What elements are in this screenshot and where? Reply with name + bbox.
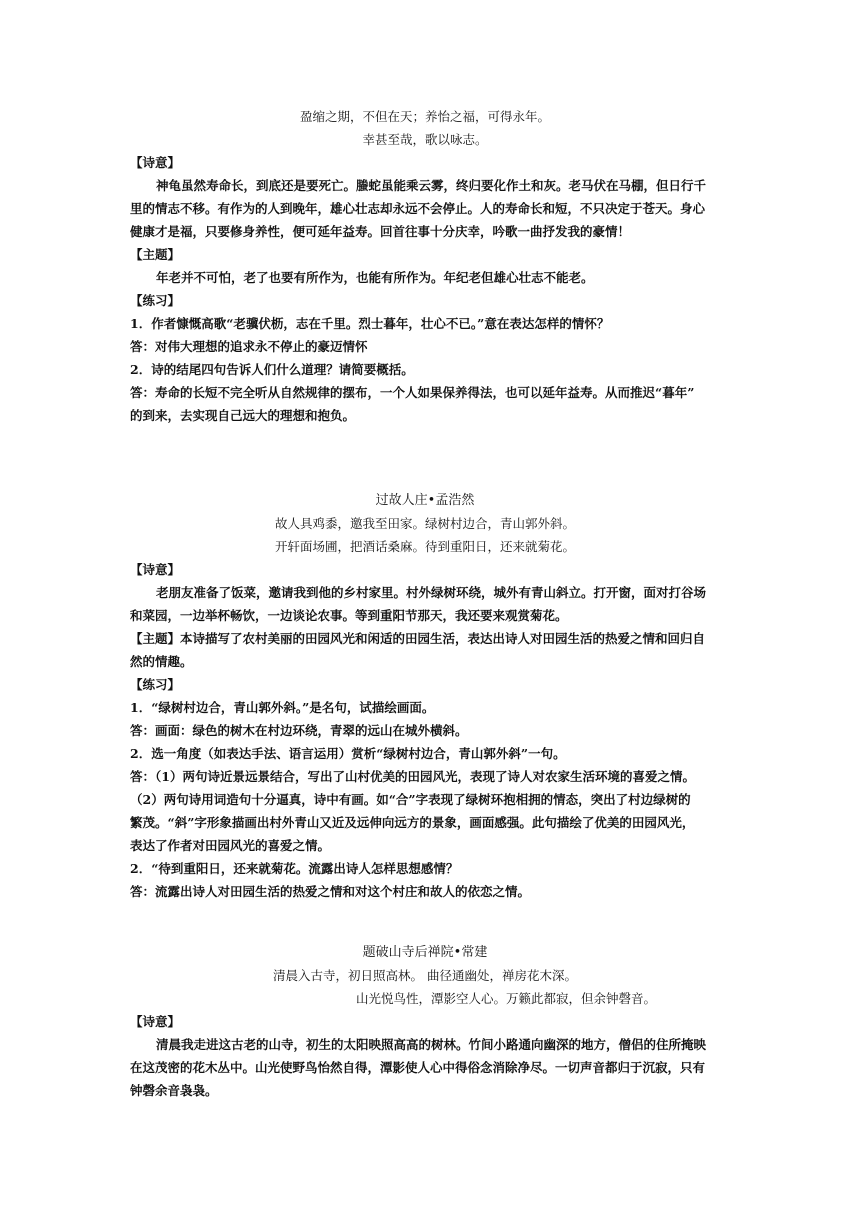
answer: 答：流露出诗人对田园生活的热爱之情和对这个村庄和故人的依恋之情。 (130, 884, 531, 899)
meaning-text: 里的情志不移。有作为的人到晚年，雄心壮志却永远不会停止。人的寿命长和短，不只决定于苍天。身心 (130, 201, 706, 216)
question: 2．选一角度（如表达手法、语言运用）赏析“绿树村边合，青山郭外斜”一句。 (130, 746, 566, 761)
practice-header: 【练习】 (130, 293, 181, 308)
meaning-text: 钟磬余音袅袅。 (130, 1083, 218, 1098)
theme-text: 【主题】本诗描写了农村美丽的田园风光和闲适的田园生活，表达出诗人对田园生活的热爱之情和回归自 (130, 631, 706, 646)
answer: 答：寿命的长短不完全听从自然规律的摆布，一个人如果保养得法，也可以延年益寿。从而推迟“暮年” (130, 385, 695, 400)
theme-text: 然的情趣。 (130, 654, 193, 669)
poem-line: 盈缩之期，不但在天；养怡之福，可得永年。 (299, 109, 550, 124)
answer: 答：（1）两句诗近景远景结合，写出了山村优美的田园风光，表现了诗人对农家生活环境的喜爱之情。 (130, 769, 695, 784)
meaning-header: 【诗意】 (130, 1014, 181, 1029)
answer: 繁茂。“斜”字形象描画出村外青山又近及远伸向远方的景象，画面感强。此句描绘了优美的田园风光， (130, 815, 695, 830)
meaning-text: 在这茂密的花木丛中。山光使野鸟怡然自得，潭影使人心中得俗念消除净尽。一切声音都归于沉寂，只有 (130, 1060, 706, 1075)
theme-text: 年老并不可怕，老了也要有所作为，也能有所作为。年纪老但雄心壮志不能老。 (156, 270, 594, 285)
question: 2．诗的结尾四句告诉人们什么道理？请简要概括。 (130, 362, 414, 377)
poem-line: 清晨入古寺，初日照高林。 曲径通幽处，禅房花木深。 (273, 968, 577, 983)
meaning-text: 清晨我走进这古老的山寺，初生的太阳映照高高的树林。竹间小路通向幽深的地方，僧侣的住所掩映 (156, 1037, 707, 1052)
poem-line: 开轩面场圃，把酒话桑麻。待到重阳日，还来就菊花。 (274, 539, 575, 554)
poem-line: 山光悦鸟性，潭影空人心。万籁此都寂，但余钟磬音。 (356, 991, 657, 1006)
answer: 答：画面：绿色的树木在村边环绕，青翠的远山在城外横斜。 (130, 723, 468, 738)
answer: （2）两句诗用词造句十分逼真，诗中有画。如“合”字表现了绿树环抱相拥的情态，突出了村边绿树的 (130, 792, 691, 807)
meaning-text: 神龟虽然寿命长，到底还是要死亡。螣蛇虽能乘云雾，终归要化作土和灰。老马伏在马棚，但日行千 (156, 178, 707, 193)
poem-title: 题破山寺后禅院•常建 (362, 945, 488, 960)
poem-line: 故人具鸡黍，邀我至田家。绿树村边合，青山郭外斜。 (274, 516, 575, 531)
meaning-text: 老朋友准备了饭菜，邀请我到他的乡村家里。村外绿树环绕，城外有青山斜立。打开窗，面对打谷场 (156, 585, 707, 600)
practice-header: 【练习】 (130, 677, 181, 692)
poem-line: 幸甚至哉，歌以咏志。 (362, 132, 488, 147)
answer: 答：对伟大理想的追求永不停止的豪迈情怀 (130, 339, 368, 354)
answer: 的到来，去实现自己远大的理想和抱负。 (130, 408, 356, 423)
meaning-text: 和菜园，一边举杯畅饮，一边谈论农事。等到重阳节那天，我还要来观赏菊花。 (130, 608, 568, 623)
answer: 表达了作者对田园风光的喜爱之情。 (130, 838, 331, 853)
question: 2．“待到重阳日，还来就菊花。流露出诗人怎样思想感情？ (130, 861, 459, 876)
theme-header: 【主题】 (130, 247, 181, 262)
poem-title: 过故人庄•孟浩然 (375, 493, 475, 508)
meaning-header: 【诗意】 (130, 562, 181, 577)
meaning-header: 【诗意】 (130, 155, 181, 170)
question: 1．“绿树村边合，青山郭外斜。”是名句，试描绘画面。 (130, 700, 435, 715)
meaning-text: 健康才是福，只要修身养性，便可延年益寿。回首往事十分庆幸，吟歌一曲抒发我的豪情！ (130, 224, 631, 239)
question: 1．作者慷慨高歌“老骥伏枥，志在千里。烈士暮年，壮心不已。”意在表达怎样的情怀？ (130, 316, 610, 331)
